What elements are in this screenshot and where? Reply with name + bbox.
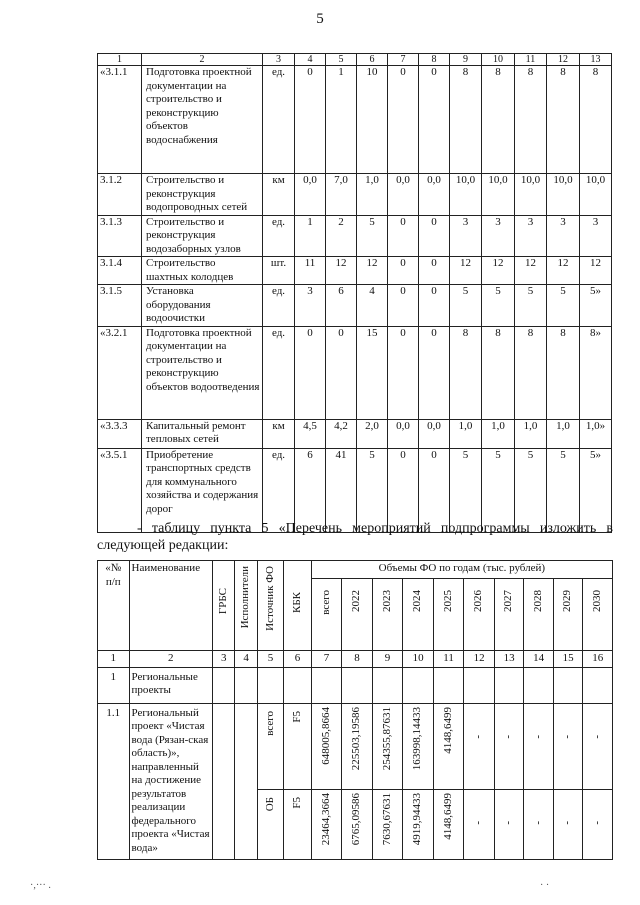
header-cell: 4 [295,54,326,66]
value-cell: 0 [419,285,450,327]
value-cell: 1,0 [482,419,515,448]
value-cell: 11 [295,257,326,285]
source-cell: ОБ [257,789,283,859]
row-1-name: Региональные проекты [129,667,212,703]
amount-cell: 254355,87631 [372,703,403,789]
column-number: 14 [524,651,554,668]
value-cell: 8 [450,326,482,419]
amount-cell: 4919,94433 [403,789,434,859]
value-cell: 3 [580,215,612,257]
value-cell: 5 [482,448,515,532]
amount-cell: 4148,6499 [433,789,464,859]
row-code: 3.1.4 [98,257,142,285]
paragraph [97,520,613,554]
value-cell: 8 [515,326,547,419]
kbk-cell: F5 [284,789,311,859]
kbk-cell: F5 [284,703,311,789]
header-no: «№ п/п [98,561,130,651]
source-cell: всего [257,703,283,789]
value-cell: 4,5 [295,419,326,448]
value-cell: 0 [388,326,419,419]
value-cell: 8 [450,66,482,174]
row-code: 3.1.5 [98,285,142,327]
value-cell: 3 [547,215,580,257]
year-header: 2024 [403,579,434,651]
value-cell: 1,0 [515,419,547,448]
value-cell: 1 [295,215,326,257]
table-row [98,257,612,285]
row-1-1-no: 1.1 [98,703,130,859]
value-cell: 10,0 [580,174,612,216]
header-cell: 13 [580,54,612,66]
value-cell: 1,0 [357,174,388,216]
value-cell: 0,0 [388,174,419,216]
value-cell: 12 [326,257,357,285]
amount-cell: - [494,789,524,859]
value-cell: 3 [482,215,515,257]
table-row [98,326,612,419]
value-cell: 3 [295,285,326,327]
value-cell: 8 [547,326,580,419]
year-header: 2029 [553,579,583,651]
value-cell: 5 [547,285,580,327]
value-cell: 5 [482,285,515,327]
year-header: всего [311,579,342,651]
amount-cell: - [553,789,583,859]
row-code: «3.1.1 [98,66,142,174]
amount-cell: 6765,09586 [342,789,373,859]
value-cell: 5 [547,448,580,532]
row-code: 3.1.3 [98,215,142,257]
header-executors: Исполнители [235,561,257,651]
row-code: «3.5.1 [98,448,142,532]
value-cell: 4,2 [326,419,357,448]
amount-cell: 23464,3664 [311,789,342,859]
amount-cell: 7630,67631 [372,789,403,859]
row-unit: ед. [263,448,295,532]
header-cell: 10 [482,54,515,66]
value-cell: 8 [515,66,547,174]
year-header: 2022 [342,579,373,651]
value-cell: 2 [326,215,357,257]
header-cell: 9 [450,54,482,66]
value-cell: 5» [580,285,612,327]
year-header: 2028 [524,579,554,651]
value-cell: 5 [515,448,547,532]
row-1-1-name: Региональный проект «Чистая вода (Рязан-ская область)», направленный на достижение результатов реализации федерального проекта «Чистая вода» [129,703,212,859]
row-name: Капитальный ремонт тепловых сетей [142,419,263,448]
amount-cell: - [583,703,613,789]
value-cell: 6 [295,448,326,532]
scan-mark: ·,··· . [30,880,51,891]
header-volumes: Объемы ФО по годам (тыс. рублей) [311,561,612,579]
value-cell: 12 [547,257,580,285]
row-unit: км [263,174,295,216]
row-name: Строительство и реконструкция водопроводных сетей [142,174,263,216]
value-cell: 0 [419,448,450,532]
table-row [98,419,612,448]
value-cell: 3 [515,215,547,257]
column-number: 8 [342,651,373,668]
header-cell: 11 [515,54,547,66]
row-unit: ед. [263,215,295,257]
value-cell: 10 [357,66,388,174]
indicators-table [97,53,612,533]
value-cell: 5 [515,285,547,327]
value-cell: 0,0 [419,419,450,448]
value-cell: 15 [357,326,388,419]
value-cell: 0 [419,215,450,257]
value-cell: 1,0 [450,419,482,448]
header-grbs: ГРБС [213,561,235,651]
value-cell: 5 [450,285,482,327]
column-number: 16 [583,651,613,668]
column-number: 5 [257,651,283,668]
value-cell: 12 [515,257,547,285]
value-cell: 8 [482,326,515,419]
row-unit: ед. [263,326,295,419]
row-name: Подготовка проектной документации на строительство и реконструкцию объектов водоотведения [142,326,263,419]
value-cell: 10,0 [547,174,580,216]
header-source: Источник ФО [257,561,283,651]
year-header: 2025 [433,579,464,651]
year-header: 2026 [464,579,495,651]
value-cell: 0 [388,285,419,327]
value-cell: 5» [580,448,612,532]
value-cell: 6 [326,285,357,327]
amount-cell: 225503,19586 [342,703,373,789]
value-cell: 0 [388,257,419,285]
amount-cell: - [464,789,495,859]
table-row [98,174,612,216]
value-cell: 7,0 [326,174,357,216]
value-cell: 8 [547,66,580,174]
value-cell: 0 [419,66,450,174]
header-cell: 2 [142,54,263,66]
column-number: 9 [372,651,403,668]
value-cell: 0 [326,326,357,419]
value-cell: 0 [388,66,419,174]
table-header-row [98,54,612,66]
table-row [98,215,612,257]
row-name: Установка оборудования водоочистки [142,285,263,327]
measures-table [97,560,613,860]
column-number: 6 [284,651,311,668]
value-cell: 0 [388,448,419,532]
column-number: 7 [311,651,342,668]
value-cell: 0 [419,326,450,419]
amount-cell: - [553,703,583,789]
year-header: 2030 [583,579,613,651]
value-cell: 12 [482,257,515,285]
value-cell: 5 [357,448,388,532]
year-header: 2027 [494,579,524,651]
table-row [98,285,612,327]
value-cell: 0 [295,326,326,419]
column-number: 13 [494,651,524,668]
value-cell: 0 [419,257,450,285]
value-cell: 3 [450,215,482,257]
row-unit: ед. [263,285,295,327]
value-cell: 1,0 [547,419,580,448]
value-cell: 12 [357,257,388,285]
value-cell: 10,0 [515,174,547,216]
value-cell: 41 [326,448,357,532]
value-cell: 1 [326,66,357,174]
scan-mark: · · [540,880,550,891]
header-cell: 1 [98,54,142,66]
header-cell: 6 [357,54,388,66]
value-cell: 8 [482,66,515,174]
header-cell: 12 [547,54,580,66]
row-name: Строительство и реконструкция водозаборных узлов [142,215,263,257]
year-header: 2023 [372,579,403,651]
column-number: 15 [553,651,583,668]
row-name: Приобретение транспортных средств для коммунального хозяйства и содержания дорог [142,448,263,532]
value-cell: 10,0 [482,174,515,216]
row-name: Подготовка проектной документации на строительство и реконструкцию объектов водоснабжения [142,66,263,174]
value-cell: 5 [450,448,482,532]
value-cell: 0,0 [419,174,450,216]
value-cell: 12 [450,257,482,285]
row-1-no: 1 [98,667,130,703]
value-cell: 2,0 [357,419,388,448]
amount-cell: - [494,703,524,789]
amount-cell: 4148,6499 [433,703,464,789]
column-number: 10 [403,651,434,668]
row-code: «3.3.3 [98,419,142,448]
value-cell: 0 [388,215,419,257]
header-cell: 5 [326,54,357,66]
page-number: 5 [316,11,324,27]
column-number: 3 [213,651,235,668]
value-cell: 5 [357,215,388,257]
value-cell: 1,0» [580,419,612,448]
amount-cell: - [464,703,495,789]
paragraph-line-2: следующей редакции: [97,538,229,553]
amount-cell: - [583,789,613,859]
value-cell: 4 [357,285,388,327]
header-kbk: КБК [284,561,311,651]
row-unit: ед. [263,66,295,174]
table-row [98,66,612,174]
row-unit: шт. [263,257,295,285]
header-cell: 8 [419,54,450,66]
paragraph-line-1: - таблицу пункта 5 «Перечень мероприятий подпрограммы изложить в [137,521,613,536]
amount-cell: 163998,14433 [403,703,434,789]
header-cell: 3 [263,54,295,66]
header-name: Наименование [129,561,212,651]
value-cell: 0 [295,66,326,174]
header-cell: 7 [388,54,419,66]
column-number: 2 [129,651,212,668]
row-code: «3.2.1 [98,326,142,419]
value-cell: 12 [580,257,612,285]
row-name: Строительство шахтных колодцев [142,257,263,285]
amount-cell: - [524,789,554,859]
column-number: 4 [235,651,257,668]
value-cell: 0,0 [388,419,419,448]
row-code: 3.1.2 [98,174,142,216]
row-unit: км [263,419,295,448]
column-number: 11 [433,651,464,668]
column-number: 12 [464,651,495,668]
column-number: 1 [98,651,130,668]
value-cell: 8 [580,66,612,174]
value-cell: 10,0 [450,174,482,216]
amount-cell: - [524,703,554,789]
value-cell: 8» [580,326,612,419]
amount-cell: 648005,8664 [311,703,342,789]
value-cell: 0,0 [295,174,326,216]
